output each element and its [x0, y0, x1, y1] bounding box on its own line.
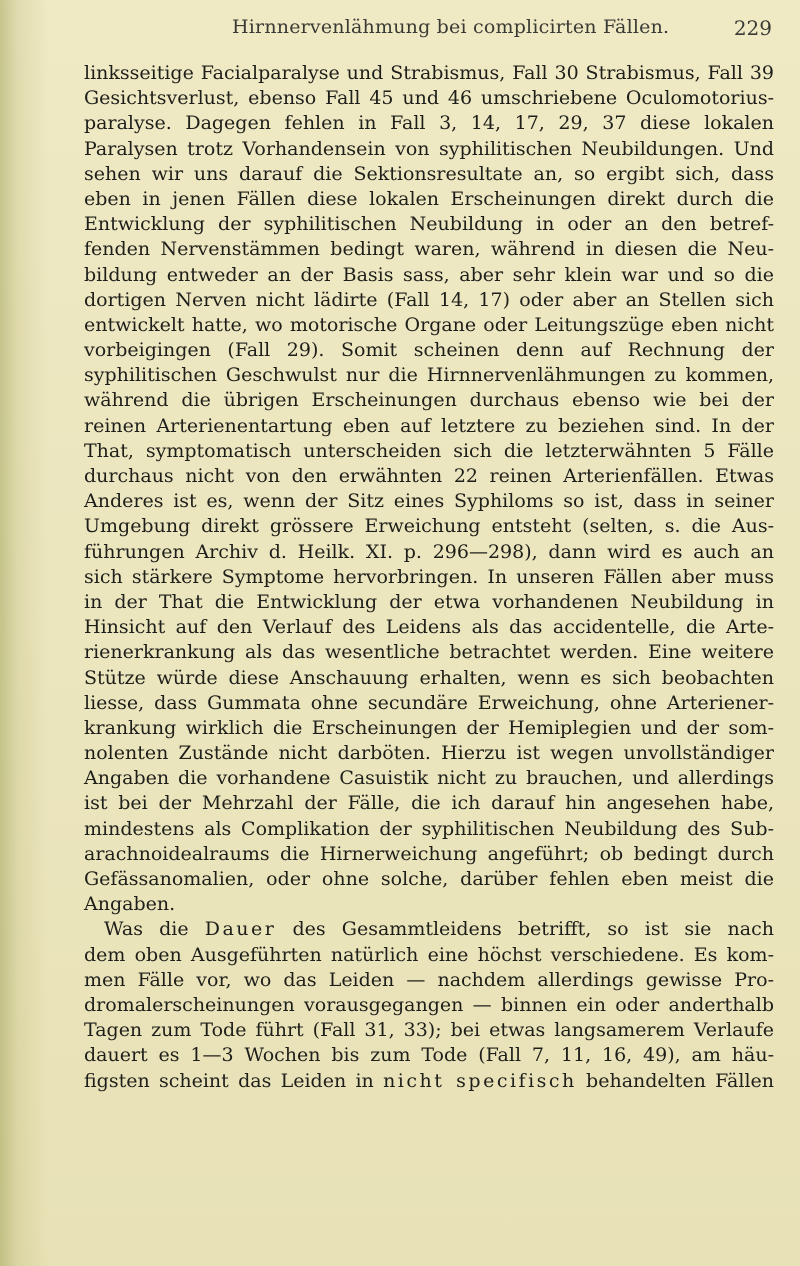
text-line: sehen wir uns darauf die Sektionsresultate an, so ergibt sich, dass: [84, 162, 774, 185]
text-line: Tagen zum Tode führt (Fall 31, 33); bei etwas langsamerem Verlaufe: [84, 1019, 774, 1042]
text-line: während die übrigen Erscheinungen durchaus ebenso wie bei der: [84, 389, 774, 412]
text-line: That, symptomatisch unterscheiden sich die letzterwähnten 5 Fälle: [84, 439, 774, 462]
text-line: dem oben Ausgeführten natürlich eine höchst verschiedene. Es kom-: [84, 943, 774, 966]
text-line: arachnoidealraums die Hirnerweichung angeführt; ob bedingt durch: [84, 842, 774, 865]
text-line: entwickelt hatte, wo motorische Organe oder Leitungszüge eben nicht: [84, 313, 774, 336]
text-line: krankung wirklich die Erscheinungen der Hemiplegien und der som-: [84, 716, 774, 739]
text-line: linksseitige Facialparalyse und Strabismus, Fall 30 Strabismus, Fall 39: [84, 62, 774, 84]
text-line: bildung entweder an der Basis sass, aber sehr klein war und so die: [84, 263, 774, 286]
text-line: men Fälle vor, wo das Leiden — nachdem allerdings gewisse Pro-: [84, 968, 774, 991]
text-line: Entwicklung der syphilitischen Neubildung in oder an den betref-: [84, 213, 774, 236]
emphasized-word: Dauer: [204, 918, 277, 941]
text-line: Gefässanomalien, oder ohne solche, darüber fehlen eben meist die: [84, 868, 774, 890]
text-line: fenden Nervenstämmen bedingt waren, während in diesen die Neu-: [84, 238, 774, 261]
text-line: paralyse. Dagegen fehlen in Fall 3, 14, 17, 29, 37 diese lokalen: [84, 112, 774, 135]
text-line: durchaus nicht von den erwähnten 22 reinen Arterienfällen. Etwas: [84, 465, 774, 487]
text-line: Gesichtsverlust, ebenso Fall 45 und 46 umschriebene Oculomotorius-: [84, 87, 774, 110]
text-line: liesse, dass Gummata ohne secundäre Erweichung, ohne Arteriener-: [84, 691, 774, 714]
text-line: [84, 917, 774, 942]
emphasized-word: nicht specifisch: [383, 1069, 577, 1092]
text-line: Angaben die vorhandene Casuistik nicht zu brauchen, und allerdings: [84, 767, 774, 790]
paragraph: [84, 917, 774, 1093]
text-line: in der That die Entwicklung der etwa vorhandenen Neubildung in: [84, 590, 774, 613]
text-line: Paralysen trotz Vorhandensein von syphilitischen Neubildungen. Und: [84, 137, 774, 160]
text-line: reinen Arterienentartung eben auf letztere zu beziehen sind. In der: [84, 414, 774, 437]
text-fragment: figsten scheint das Leiden in: [84, 1069, 384, 1092]
running-title: Hirnnervenlähmung bei complicirten Fällen.: [232, 16, 670, 38]
text-fragment: des Gesammtleidens betrifft, so ist sie nach: [276, 918, 774, 941]
text-line: mindestens als Complikation der syphilitischen Neubildung des Sub-: [84, 817, 774, 840]
page-header: [232, 10, 772, 44]
text-line: dortigen Nerven nicht lädirte (Fall 14, 17) oder aber an Stellen sich: [84, 288, 774, 311]
text-line: Umgebung direkt grössere Erweichung entsteht (selten, s. die Aus-: [84, 515, 774, 538]
text-line: Anderes ist es, wenn der Sitz eines Syphiloms so ist, dass in seiner: [84, 490, 774, 513]
text-line: syphilitischen Geschwulst nur die Hirnnervenlähmungen zu kommen,: [84, 364, 774, 387]
body-text: [84, 61, 774, 1094]
text-line: dromalerscheinungen vorausgegangen — binnen ein oder anderthalb: [84, 993, 774, 1016]
text-fragment: behandelten Fällen: [576, 1069, 774, 1092]
paragraph: [84, 61, 774, 917]
text-line: vorbeigingen (Fall 29). Somit scheinen denn auf Rechnung der: [84, 339, 774, 362]
text-fragment: Was die: [104, 918, 205, 941]
page-number: 229: [733, 16, 772, 40]
text-line: führungen Archiv d. Heilk. XI. p. 296—298), dann wird es auch an: [84, 540, 774, 563]
text-line: Stütze würde diese Anschauung erhalten, wenn es sich beobachten: [84, 666, 774, 689]
text-line: eben in jenen Fällen diese lokalen Erscheinungen direkt durch die: [84, 187, 774, 210]
text-line: Hinsicht auf den Verlauf des Leidens als das accidentelle, die Arte-: [84, 616, 774, 639]
text-line: rienerkrankung als das wesentliche betrachtet werden. Eine weitere: [84, 641, 774, 664]
text-line: [84, 1069, 774, 1094]
text-line: sich stärkere Symptome hervorbringen. In unseren Fällen aber muss: [84, 565, 774, 588]
text-line: nolenten Zustände nicht darböten. Hierzu ist wegen unvollständiger: [84, 742, 774, 765]
text-line: dauert es 1—3 Wochen bis zum Tode (Fall 7, 11, 16, 49), am häu-: [84, 1044, 774, 1067]
text-line: Angaben.: [84, 893, 176, 916]
text-line: ist bei der Mehrzahl der Fälle, die ich darauf hin angesehen habe,: [84, 792, 774, 815]
